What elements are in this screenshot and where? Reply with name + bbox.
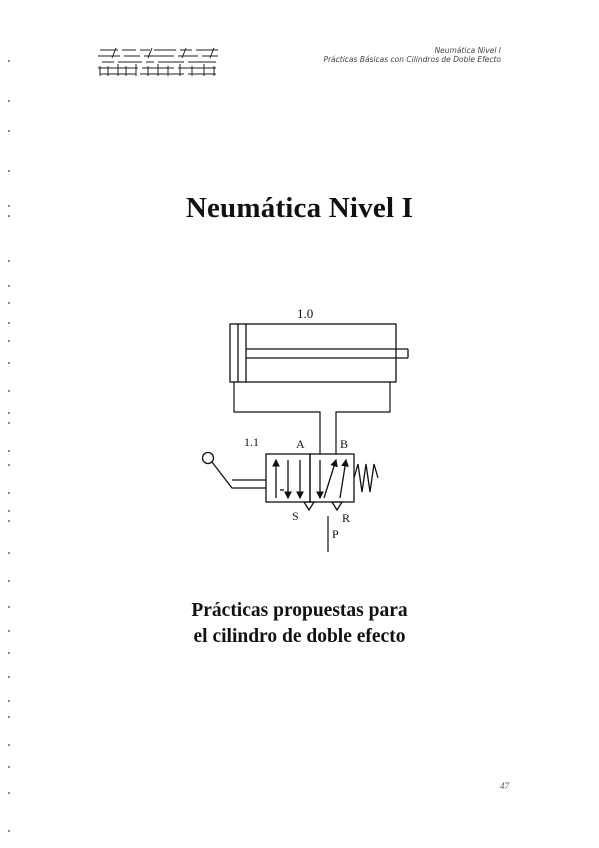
subtitle-line-2: el cilindro de doble efecto [193,626,406,647]
company-logo [96,46,222,80]
port-a-label: A [296,437,305,451]
scan-dot [8,100,10,102]
scan-dot [8,792,10,794]
pneumatic-circuit-diagram [196,304,426,556]
header-line-1: Neumática Nivel I [434,46,501,55]
port-s-label: S [292,509,299,523]
running-header [323,46,501,64]
page-number: 47 [500,781,509,791]
scan-dot [8,580,10,582]
scan-dot [8,676,10,678]
scan-dot [8,744,10,746]
valve-label: 1.1 [244,435,259,449]
scan-dot [8,700,10,702]
scan-dot [8,130,10,132]
scan-dot [8,340,10,342]
scan-dot [8,60,10,62]
scan-dot [8,390,10,392]
scan-dot [8,492,10,494]
port-r-label: R [342,511,351,525]
subtitle-line-1: Prácticas propuestas para [191,600,408,621]
scan-dot [8,170,10,172]
directional-valve [266,454,378,510]
scan-dot [8,362,10,364]
scan-dot [8,422,10,424]
cylinder-label: 1.0 [297,306,314,321]
section-subtitle [0,598,599,650]
scan-dot [8,716,10,718]
scan-edge-artifacts [8,40,12,840]
scan-dot [8,552,10,554]
port-p-label: P [332,527,339,541]
scan-dot [8,260,10,262]
port-b-label: B [340,437,349,451]
scan-dot [8,450,10,452]
scan-dot [8,464,10,466]
scan-dot [8,830,10,832]
scan-dot [8,412,10,414]
page-title: Neumática Nivel I [185,192,414,224]
scan-dot [8,766,10,768]
lever-actuator [203,453,267,489]
scan-dot [8,510,10,512]
scan-dot [8,652,10,654]
double-acting-cylinder [230,324,408,382]
scan-dot [8,520,10,522]
header-line-2: Prácticas Básicas con Cilindros de Doble Efecto [323,55,501,64]
scan-dot [8,302,10,304]
scan-dot [8,285,10,287]
scan-dot [8,322,10,324]
